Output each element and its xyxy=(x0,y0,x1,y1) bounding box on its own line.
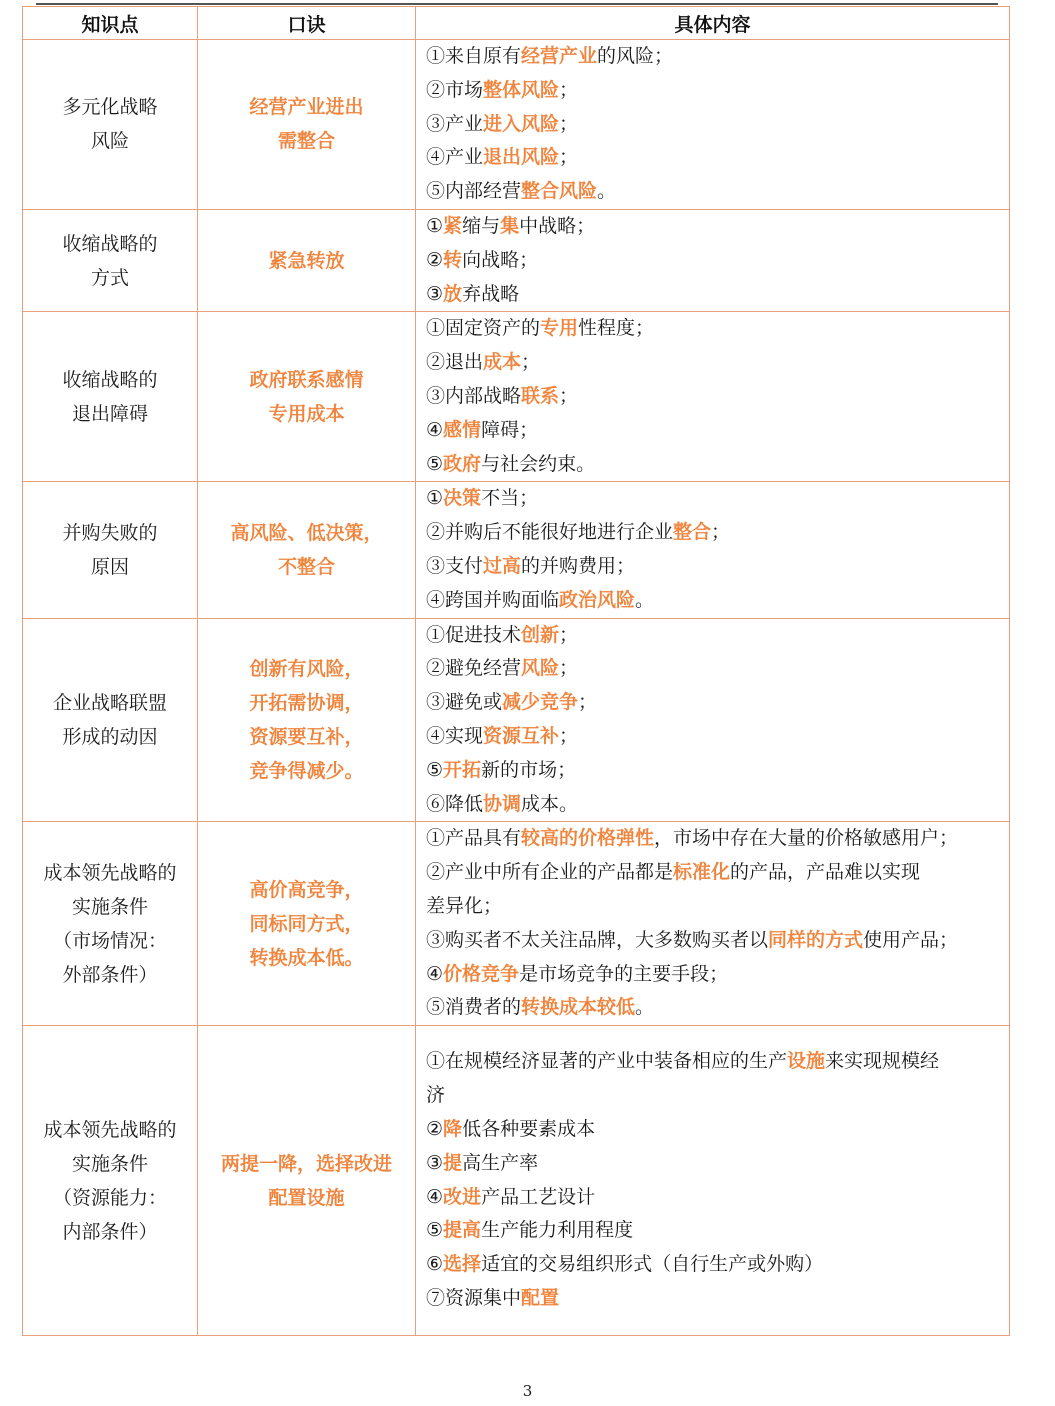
detail-cell xyxy=(416,618,1010,822)
keyword-highlight: 转换成本较低 xyxy=(521,996,636,1019)
keyword-highlight: 设施 xyxy=(787,1050,826,1073)
keyword-highlight: 提 xyxy=(443,1151,463,1174)
keyword-highlight: 减少竞争 xyxy=(502,691,579,714)
detail-line xyxy=(426,1045,1001,1079)
detail-text: ； xyxy=(559,623,579,646)
detail-text: ②避免经营 xyxy=(426,657,522,680)
topic-cell xyxy=(23,1026,198,1336)
detail-text: ； xyxy=(521,351,541,374)
keyword-highlight: 专用 xyxy=(540,317,579,340)
table-row xyxy=(23,209,1010,311)
mnemonic-line: 不整合 xyxy=(277,555,335,578)
mnemonic-cell xyxy=(198,40,416,210)
mnemonic-cell xyxy=(198,822,416,1026)
detail-line xyxy=(426,1147,1001,1181)
mnemonic-line: 专用成本 xyxy=(268,402,345,425)
keyword-highlight: 政治风险 xyxy=(559,588,636,611)
topic-line: 原因 xyxy=(90,555,129,578)
keyword-highlight: 成本 xyxy=(483,351,522,374)
table-row xyxy=(23,312,1010,482)
detail-text: ⑤ xyxy=(426,452,444,475)
detail-text: 济 xyxy=(426,1084,446,1107)
topic-line: 成本领先战略的 xyxy=(43,1118,177,1141)
detail-text: ④跨国并购面临 xyxy=(426,588,560,611)
topic-line: 收缩战略的 xyxy=(62,232,158,255)
detail-line xyxy=(426,210,1001,244)
mnemonic-line: 配置设施 xyxy=(268,1186,345,1209)
keyword-highlight: 整体风险 xyxy=(483,78,560,101)
table-row xyxy=(23,1026,1010,1336)
detail-line xyxy=(426,40,1001,74)
keyword-highlight: 进入风险 xyxy=(483,112,560,135)
detail-text: ②退出 xyxy=(426,351,484,374)
keyword-highlight: 集 xyxy=(500,214,520,237)
topic-cell xyxy=(23,822,198,1026)
header-detail: 具体内容 xyxy=(416,7,1010,40)
keyword-highlight: 改进 xyxy=(443,1185,482,1208)
topic-line: 实施条件 xyxy=(71,1152,148,1175)
mnemonic-cell xyxy=(198,618,416,822)
detail-text: 与社会约束。 xyxy=(481,452,596,475)
detail-text: ①产品具有 xyxy=(426,827,522,850)
detail-text: ； xyxy=(559,146,579,169)
detail-text: ； xyxy=(578,691,598,714)
detail-line xyxy=(426,754,1001,788)
header-row xyxy=(23,7,1010,40)
mnemonic-cell xyxy=(198,482,416,618)
knowledge-table xyxy=(22,6,1010,1336)
detail-text: 成本。 xyxy=(521,792,579,815)
detail-text: ①在规模经济显著的产业中装备相应的生产 xyxy=(426,1050,788,1073)
detail-line xyxy=(426,1248,1001,1282)
detail-text: 是市场竞争的主要手段； xyxy=(519,962,729,985)
detail-text: 障碍； xyxy=(481,418,539,441)
keyword-highlight: 降 xyxy=(443,1118,463,1141)
detail-line xyxy=(426,380,1001,414)
detail-text: ⑤ xyxy=(426,1219,444,1242)
detail-text: ①促进技术 xyxy=(426,623,522,646)
detail-text: 。 xyxy=(597,180,617,203)
detail-line xyxy=(426,74,1001,108)
detail-text: ； xyxy=(559,112,579,135)
keyword-highlight: 整合 xyxy=(673,521,712,544)
keyword-highlight: 风险 xyxy=(521,657,560,680)
topic-cell xyxy=(23,482,198,618)
detail-text: ； xyxy=(559,724,579,747)
keyword-highlight: 提高 xyxy=(443,1219,482,1242)
detail-line xyxy=(426,958,1001,992)
keyword-highlight: 配置 xyxy=(521,1287,560,1309)
detail-line xyxy=(426,244,1001,278)
topic-line: 退出障碍 xyxy=(71,402,148,425)
topic-line: 多元化战略 xyxy=(62,96,158,119)
detail-line xyxy=(426,822,1001,856)
detail-line xyxy=(426,278,1001,312)
topic-line: （市场情况： xyxy=(52,929,167,952)
mnemonic-line: 政府联系感情 xyxy=(249,368,364,391)
keyword-highlight: 退出风险 xyxy=(483,146,560,169)
table-row xyxy=(23,482,1010,618)
detail-text: ① xyxy=(426,487,444,510)
detail-text: ⑤消费者的 xyxy=(426,996,522,1019)
detail-text: ； xyxy=(559,384,579,407)
mnemonic-line: 高价高竞争， xyxy=(249,878,364,901)
topic-cell xyxy=(23,40,198,210)
detail-text: ④ xyxy=(426,962,444,985)
top-rule xyxy=(36,3,998,5)
mnemonic-line: 同标同方式， xyxy=(249,912,364,935)
topic-line: 企业战略联盟 xyxy=(52,691,167,714)
detail-line xyxy=(426,1282,1001,1316)
header-mnemonic: 口诀 xyxy=(198,7,416,40)
detail-line xyxy=(426,346,1001,380)
detail-line xyxy=(426,924,1001,958)
detail-line xyxy=(426,414,1001,448)
topic-line: 方式 xyxy=(90,266,129,289)
detail-line xyxy=(426,1214,1001,1248)
mnemonic-line: 转换成本低。 xyxy=(249,946,364,969)
detail-text: 不当； xyxy=(481,487,539,510)
detail-text: 低各种要素成本 xyxy=(462,1118,596,1141)
detail-line xyxy=(426,482,1001,516)
detail-line xyxy=(426,890,1001,924)
detail-text: 差异化； xyxy=(426,894,503,917)
detail-text: ①来自原有 xyxy=(426,45,522,67)
page-number: 3 xyxy=(522,1382,533,1400)
topic-line: 形成的动因 xyxy=(62,725,158,748)
detail-text: ②产业中所有企业的产品都是 xyxy=(426,861,674,884)
detail-text: 适宜的交易组织形式（自行生产或外购） xyxy=(481,1253,824,1276)
keyword-highlight: 转 xyxy=(443,248,463,271)
detail-text: 。 xyxy=(635,588,655,611)
mnemonic-line: 经营产业进出 xyxy=(249,96,364,119)
detail-text: ③支付 xyxy=(426,554,484,577)
detail-line xyxy=(426,108,1001,142)
detail-text: 生产能力利用程度 xyxy=(481,1219,634,1242)
topic-line: 成本领先战略的 xyxy=(43,861,177,884)
detail-text: ④ xyxy=(426,418,444,441)
detail-text: ③ xyxy=(426,1151,444,1174)
table-row xyxy=(23,40,1010,210)
detail-cell xyxy=(416,822,1010,1026)
detail-cell xyxy=(416,312,1010,482)
detail-text: ② xyxy=(426,1118,444,1141)
detail-line xyxy=(426,550,1001,584)
detail-text: ⑥ xyxy=(426,1253,444,1276)
mnemonic-cell xyxy=(198,1026,416,1336)
keyword-highlight: 标准化 xyxy=(673,861,731,884)
detail-text: 新的市场； xyxy=(481,758,577,781)
topic-cell xyxy=(23,312,198,482)
topic-line: 收缩战略的 xyxy=(62,368,158,391)
detail-text: 向战略； xyxy=(462,248,539,271)
detail-text: ① xyxy=(426,214,444,237)
detail-text: 中战略； xyxy=(519,214,596,237)
detail-cell xyxy=(416,1026,1010,1336)
topic-line: 内部条件） xyxy=(62,1220,158,1243)
detail-line xyxy=(426,175,1001,209)
detail-text: 缩与 xyxy=(462,214,501,237)
keyword-highlight: 开拓 xyxy=(443,758,482,781)
topic-line: 风险 xyxy=(90,130,129,153)
table-row xyxy=(23,822,1010,1026)
detail-text: ，市场中存在大量的价格敏感用户； xyxy=(654,827,959,850)
detail-text: ④实现 xyxy=(426,724,484,747)
detail-text: ②并购后不能很好地进行企业 xyxy=(426,521,674,544)
keyword-highlight: 决策 xyxy=(443,487,482,510)
detail-text: 的并购费用； xyxy=(521,554,636,577)
detail-text: 。 xyxy=(635,996,655,1019)
detail-line xyxy=(426,788,1001,822)
topic-cell xyxy=(23,618,198,822)
detail-cell xyxy=(416,209,1010,311)
detail-line xyxy=(426,1113,1001,1147)
mnemonic-line: 竞争得减少。 xyxy=(249,759,364,782)
keyword-highlight: 经营产业 xyxy=(521,45,598,67)
keyword-highlight: 价格竞争 xyxy=(443,962,520,985)
detail-text: ③购买者不太关注品牌，大多数购买者以 xyxy=(426,928,769,951)
topic-line: 实施条件 xyxy=(71,895,148,918)
detail-text: ⑥降低 xyxy=(426,792,484,815)
mnemonic-line: 资源要互补， xyxy=(249,725,364,748)
detail-text: ③避免或 xyxy=(426,691,503,714)
detail-text: 的产品，产品难以实现 xyxy=(730,861,921,884)
table-row xyxy=(23,618,1010,822)
keyword-highlight: 资源互补 xyxy=(483,724,560,747)
mnemonic-line: 创新有风险， xyxy=(249,657,364,680)
keyword-highlight: 感情 xyxy=(443,418,482,441)
keyword-highlight: 政府 xyxy=(443,452,482,475)
detail-text: 高生产率 xyxy=(462,1151,539,1174)
mnemonic-line: 高风险、低决策， xyxy=(230,521,383,544)
header-topic: 知识点 xyxy=(23,7,198,40)
detail-text: 弃战略 xyxy=(462,282,520,305)
keyword-highlight: 较高的价格弹性 xyxy=(521,827,655,850)
detail-text: 性程度； xyxy=(578,317,655,340)
detail-line xyxy=(426,619,1001,653)
keyword-highlight: 选择 xyxy=(443,1253,482,1276)
detail-text: 产品工艺设计 xyxy=(481,1185,596,1208)
detail-line xyxy=(426,652,1001,686)
detail-text: ④产业 xyxy=(426,146,484,169)
detail-line xyxy=(426,141,1001,175)
detail-text: ①固定资产的 xyxy=(426,317,541,340)
detail-text: ； xyxy=(559,78,579,101)
table-body xyxy=(23,40,1010,1336)
topic-line: 并购失败的 xyxy=(62,521,158,544)
detail-text: ； xyxy=(559,657,579,680)
detail-line xyxy=(426,856,1001,890)
keyword-highlight: 整合风险 xyxy=(521,180,598,203)
keyword-highlight: 联系 xyxy=(521,384,560,407)
detail-text: ②市场 xyxy=(426,78,484,101)
detail-line xyxy=(426,516,1001,550)
keyword-highlight: 过高 xyxy=(483,554,522,577)
mnemonic-line: 需整合 xyxy=(277,130,335,153)
detail-text: ③ xyxy=(426,282,444,305)
keyword-highlight: 同样的方式 xyxy=(768,928,864,951)
mnemonic-line: 两提一降，选择改进 xyxy=(220,1152,392,1175)
detail-text: ⑤ xyxy=(426,758,444,781)
detail-text: 使用产品； xyxy=(863,928,959,951)
detail-line xyxy=(426,584,1001,618)
keyword-highlight: 放 xyxy=(443,282,463,305)
detail-text: ⑦资源集中 xyxy=(426,1287,522,1309)
detail-text: ④ xyxy=(426,1185,444,1208)
detail-line xyxy=(426,1181,1001,1215)
detail-line xyxy=(426,991,1001,1025)
detail-line xyxy=(426,448,1001,482)
detail-line xyxy=(426,686,1001,720)
detail-text: ③产业 xyxy=(426,112,484,135)
detail-text: ； xyxy=(711,521,731,544)
topic-cell xyxy=(23,209,198,311)
topic-line: 外部条件） xyxy=(62,963,158,986)
detail-line xyxy=(426,1079,1001,1113)
detail-text: 的风险； xyxy=(597,45,674,67)
detail-text: ② xyxy=(426,248,444,271)
keyword-highlight: 紧 xyxy=(443,214,463,237)
detail-text: 来实现规模经 xyxy=(825,1050,940,1073)
keyword-highlight: 协调 xyxy=(483,792,522,815)
keyword-highlight: 创新 xyxy=(521,623,560,646)
mnemonic-line: 开拓需协调， xyxy=(249,691,364,714)
detail-text: ⑤内部经营 xyxy=(426,180,522,203)
detail-line xyxy=(426,312,1001,346)
detail-text: ③内部战略 xyxy=(426,384,522,407)
detail-cell xyxy=(416,482,1010,618)
detail-line xyxy=(426,720,1001,754)
mnemonic-cell xyxy=(198,209,416,311)
mnemonic-cell xyxy=(198,312,416,482)
mnemonic-line: 紧急转放 xyxy=(268,249,345,272)
topic-line: （资源能力： xyxy=(52,1186,167,1209)
detail-cell xyxy=(416,40,1010,210)
